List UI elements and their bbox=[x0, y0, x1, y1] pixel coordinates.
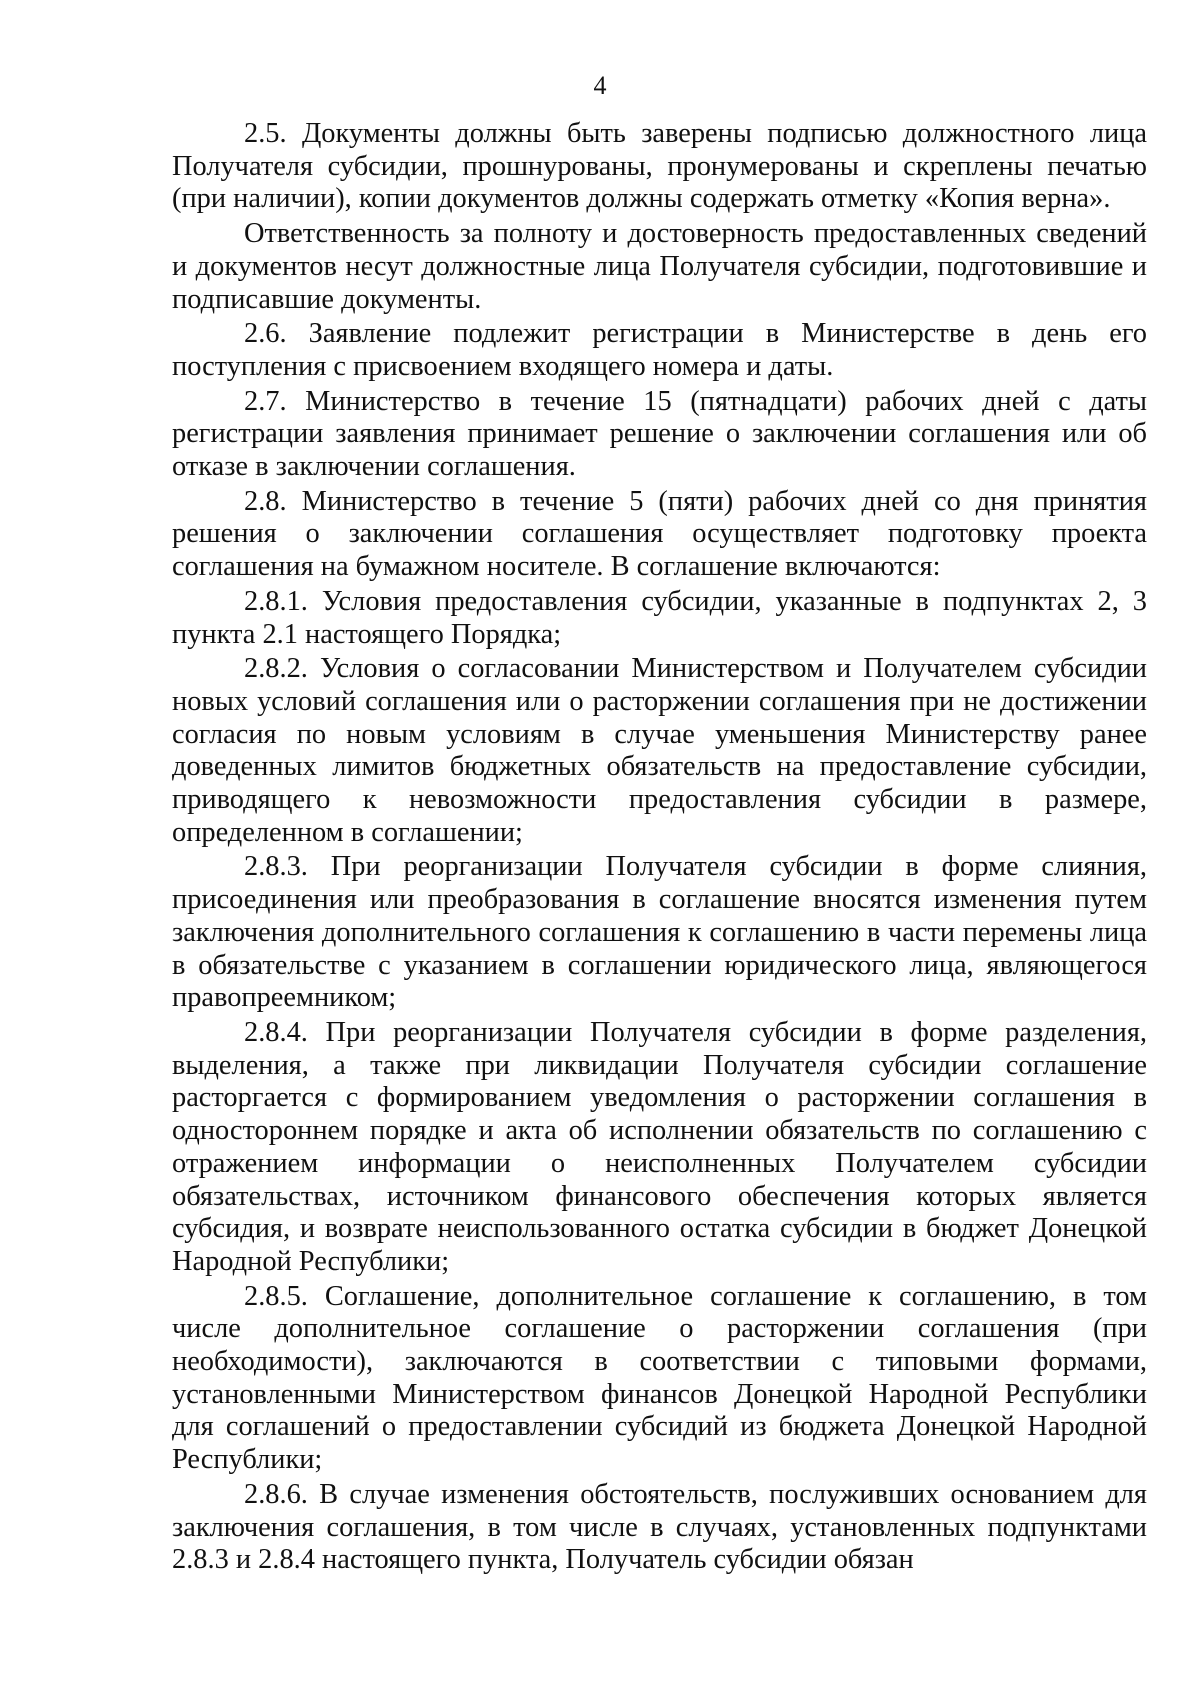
document-body bbox=[172, 118, 1147, 1577]
page-number: 4 bbox=[593, 71, 607, 100]
paragraph-2-8-3: 2.8.3. При реорганизации Получателя субсидии в форме слияния, присоединения или преобразования в соглашение вносятся изменения путем заключения дополнительного соглашения к соглашению в части перемены лица в обязательстве с указанием в соглашении юридического лица, являющегося правопреемником; bbox=[172, 851, 1147, 1014]
paragraph-2-7: 2.7. Министерство в течение 15 (пятнадцати) рабочих дней с даты регистрации заявления принимает решение о заключении соглашения или об отказе в заключении соглашения. bbox=[172, 385, 1147, 483]
paragraph-2-5: 2.5. Документы должны быть заверены подписью должностного лица Получателя субсидии, прошнурованы, пронумерованы и скреплены печатью (при наличии), копии документов должны содержать отметку «Копия верна». bbox=[172, 118, 1147, 215]
paragraph-2-8-2: 2.8.2. Условия о согласовании Министерством и Получателем субсидии новых условий соглашения или о расторжении соглашения при не достижении согласия по новым условиям в случае уменьшения Министерству ранее доведенных лимитов бюджетных обязательств на предоставление субсидии, приводящего к невозможности предоставления субсидии в размере, определенном в соглашении; bbox=[172, 653, 1147, 848]
paragraph-2-8-1: 2.8.1. Условия предоставления субсидии, указанные в подпунктах 2, 3 пункта 2.1 настоящего Порядка; bbox=[172, 585, 1147, 650]
paragraph-2-6: 2.6. Заявление подлежит регистрации в Министерстве в день его поступления с присвоением входящего номера и даты. bbox=[172, 318, 1147, 382]
paragraph-responsibility: Ответственность за полноту и достоверность предоставленных сведений и документов несут должностные лица Получателя субсидии, подготовившие и подписавшие документы. bbox=[172, 218, 1147, 315]
paragraph-2-8-6: 2.8.6. В случае изменения обстоятельств, послуживших основанием для заключения соглашения, в том числе в случаях, установленных подпунктами 2.8.3 и 2.8.4 настоящего пункта, Получатель субсидии обязан bbox=[172, 1478, 1147, 1576]
paragraph-2-8-4: 2.8.4. При реорганизации Получателя субсидии в форме разделения, выделения, а также при ликвидации Получателя субсидии соглашение расторгается с формированием уведомления о расторжении соглашения в одностороннем порядке и акта об исполнении обязательств по соглашению с отражением информации о неисполненных Получателем субсидии обязательствах, источником финансового обеспечения которых является субсидия, и возврате неиспользованного остатка субсидии в бюджет Донецкой Народной Республики; bbox=[172, 1016, 1147, 1277]
paragraph-2-8: 2.8. Министерство в течение 5 (пяти) рабочих дней со дня принятия решения о заключении соглашения осуществляет подготовку проекта соглашения на бумажном носителе. В соглашение включаются: bbox=[172, 485, 1147, 583]
paragraph-2-8-5: 2.8.5. Соглашение, дополнительное соглашение к соглашению, в том числе дополнительное соглашение о расторжении соглашения (при необходимости), заключаются в соответствии с типовыми формами, установленными Министерством финансов Донецкой Народной Республики для соглашений о предоставлении субсидий из бюджета Донецкой Народной Республики; bbox=[172, 1280, 1147, 1476]
